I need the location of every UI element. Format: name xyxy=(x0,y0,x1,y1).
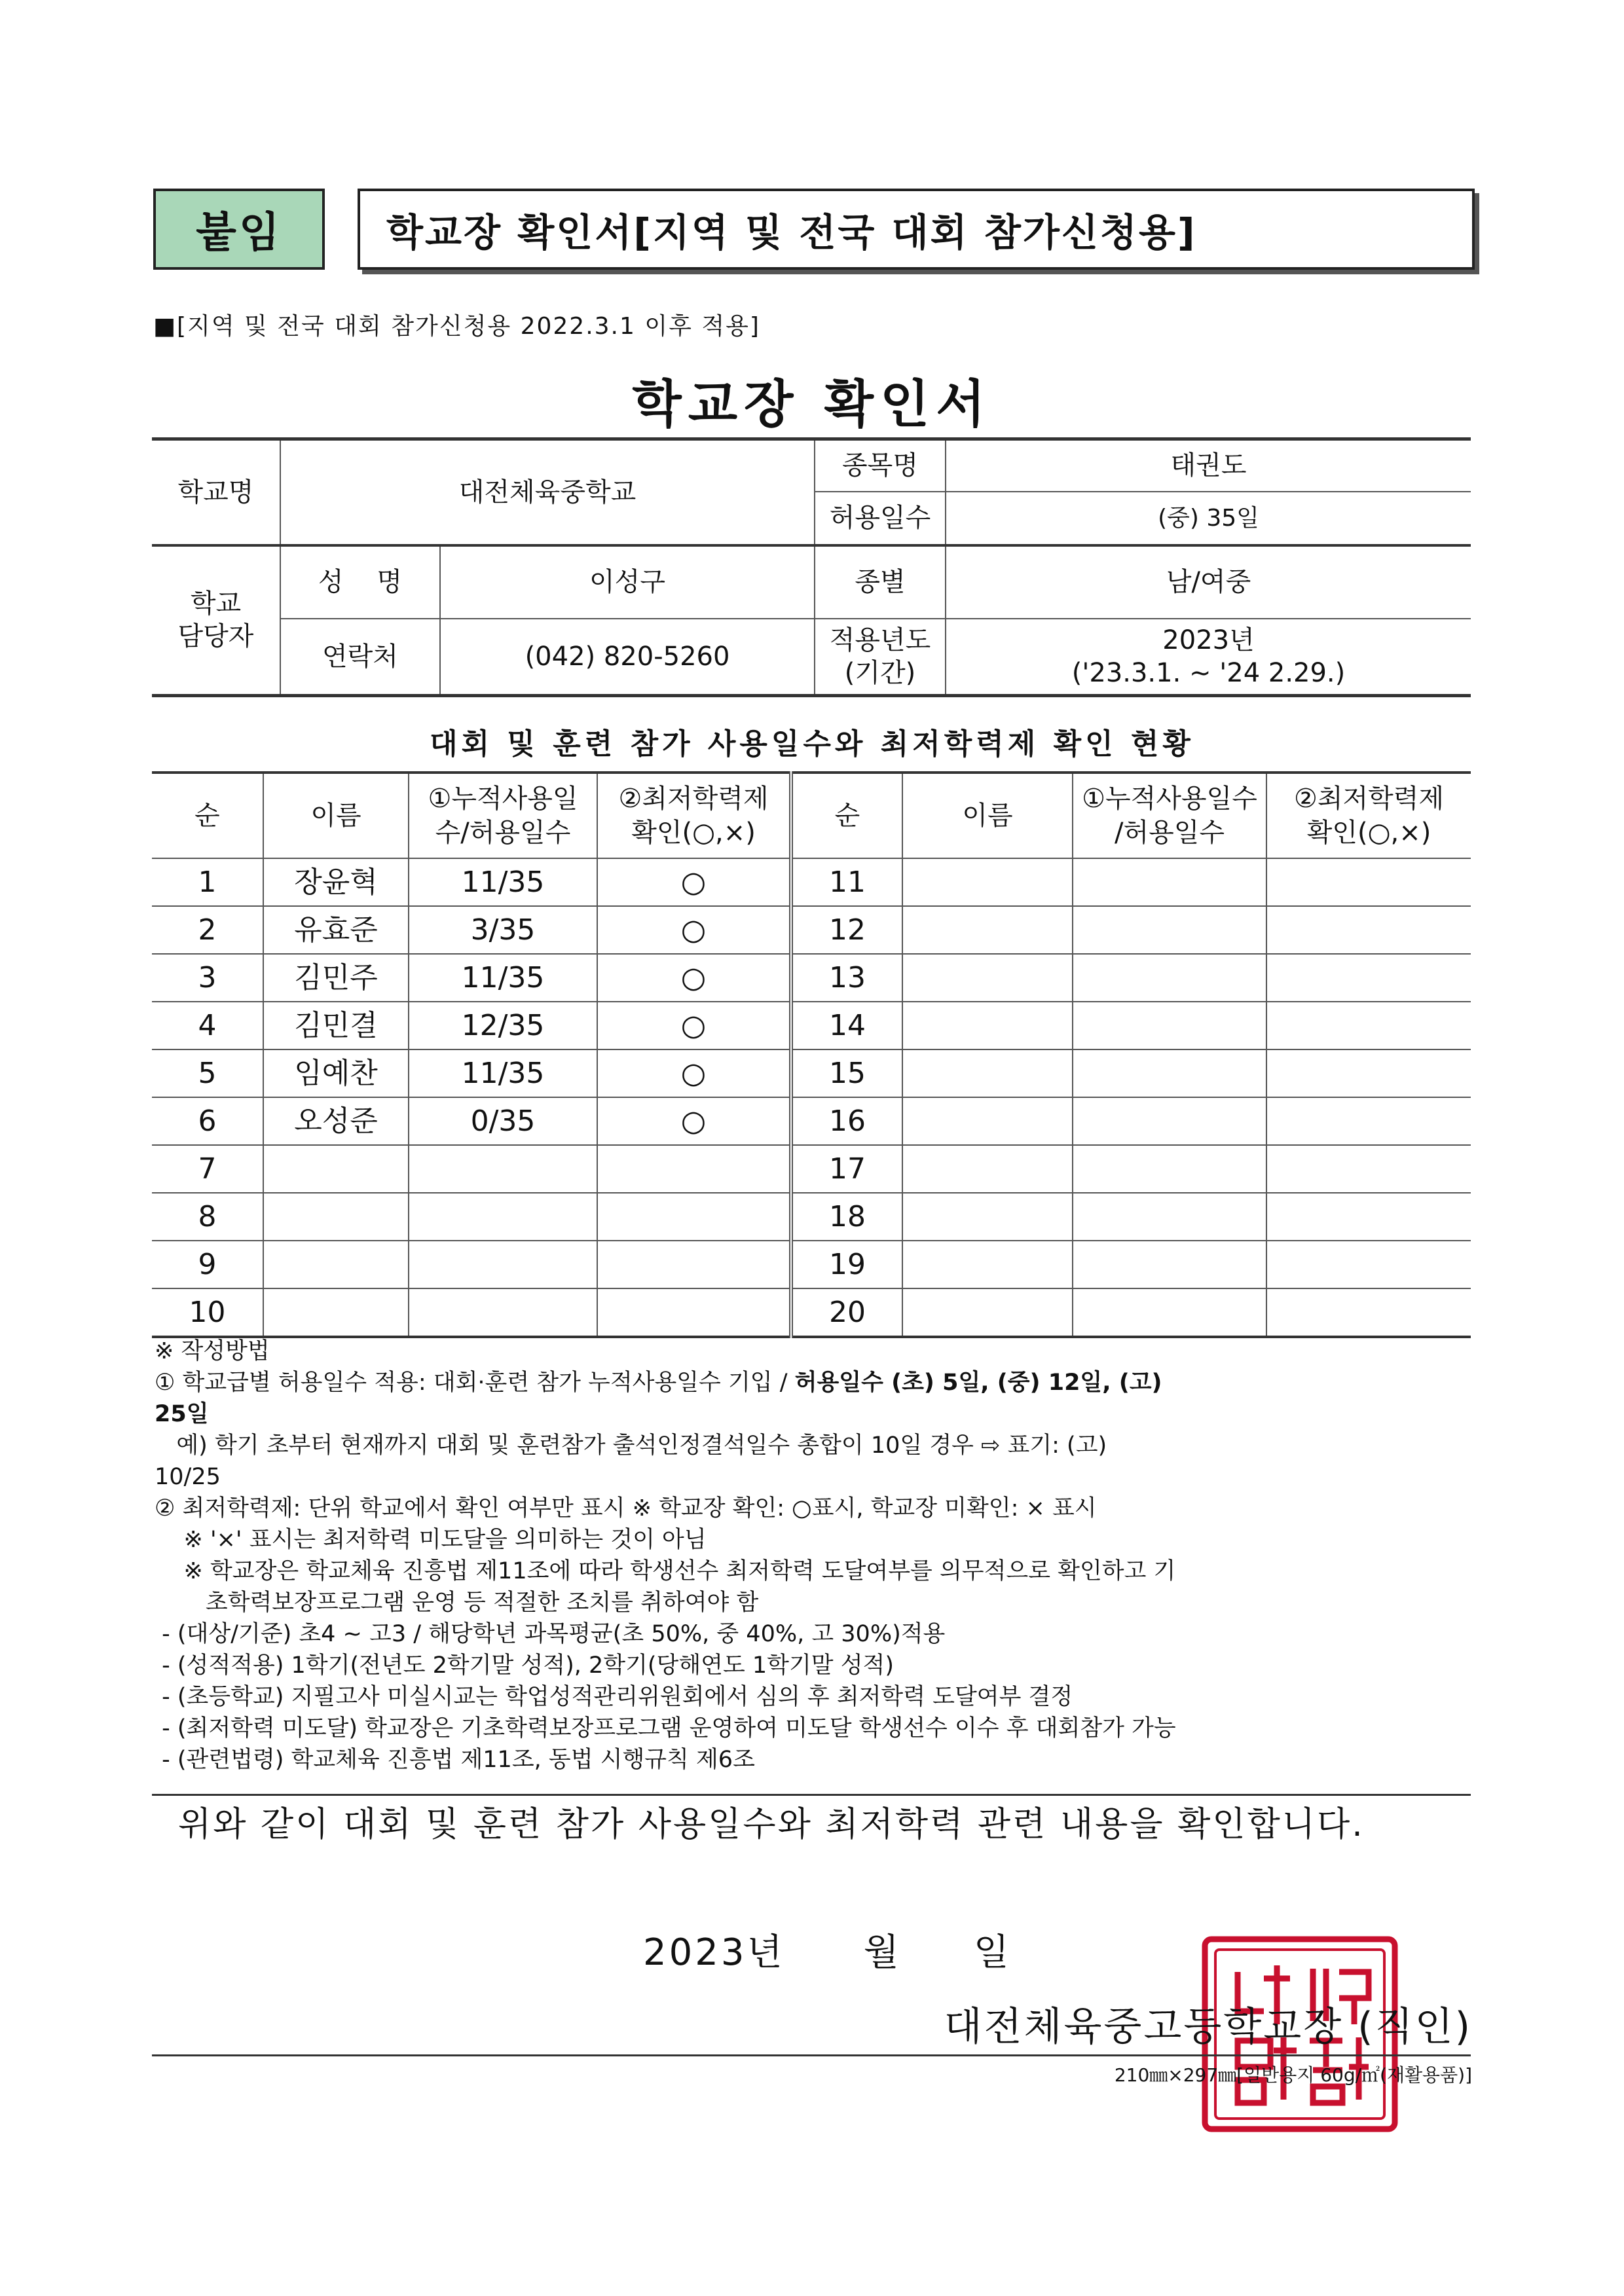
gender-label: 종별 xyxy=(815,545,946,619)
row-name: 오성준 xyxy=(263,1097,409,1145)
row-no: 9 xyxy=(152,1241,263,1288)
row-no: 1 xyxy=(152,858,263,906)
note-8: - (초등학교) 지필고사 미실시교는 학업성적관리위원회에서 심의 후 최저학력 도달여부 결정 xyxy=(155,1684,1073,1710)
table-row xyxy=(152,906,1471,954)
row-check: ○ xyxy=(597,858,791,906)
row-no-right: 18 xyxy=(791,1193,902,1241)
row-days: 3/35 xyxy=(409,906,597,954)
table-row xyxy=(152,1288,1471,1337)
allowed-days-label: 허용일수 xyxy=(815,492,946,545)
note-3: ② 최저학력제: 단위 학교에서 확인 여부만 표시 ※ 학교장 확인: ○표시, 학교장 미확인: × 표시 xyxy=(155,1495,1097,1522)
period-value xyxy=(946,619,1471,696)
row-check-right xyxy=(1266,1049,1471,1097)
period-label: 적용년도 (기간) xyxy=(815,619,946,696)
col-name-right: 이름 xyxy=(902,773,1073,858)
col-no-right: 순 xyxy=(791,773,902,858)
col-days: ①누적사용일 수/허용일수 xyxy=(409,773,597,858)
row-name: 임예찬 xyxy=(263,1049,409,1097)
row-name-right xyxy=(902,858,1073,906)
col-name: 이름 xyxy=(263,773,409,858)
period-range: ('23.3.1. ~ '24 2.29.) xyxy=(1071,657,1346,688)
row-days: 11/35 xyxy=(409,954,597,1002)
row-no: 6 xyxy=(152,1097,263,1145)
note-2: 예) 학기 초부터 현재까지 대회 및 훈련참가 출석인정결석일수 총합이 10일 경우 ⇨ 표기: (고) xyxy=(155,1432,1107,1459)
row-no: 7 xyxy=(152,1145,263,1193)
row-check xyxy=(597,1193,791,1241)
note-1: ① 학교급별 허용일수 적용: 대회·훈련 참가 누적사용일수 기입 / 허용일수 (초) 5일, (중) 12일, (고) xyxy=(155,1370,1162,1396)
row-check-right xyxy=(1266,954,1471,1002)
row-name xyxy=(263,1193,409,1241)
note-10: - (관련법령) 학교체육 진흥법 제11조, 동법 시행규칙 제6조 xyxy=(155,1747,755,1773)
row-check: ○ xyxy=(597,906,791,954)
row-no: 4 xyxy=(152,1002,263,1049)
row-name-right xyxy=(902,1241,1073,1288)
table-row xyxy=(152,1097,1471,1145)
row-name: 김민결 xyxy=(263,1002,409,1049)
row-check-right xyxy=(1266,1241,1471,1288)
sport-value: 태권도 xyxy=(946,439,1471,492)
row-name-right xyxy=(902,1097,1073,1145)
row-no-right: 15 xyxy=(791,1049,902,1097)
row-days-right xyxy=(1073,954,1266,1002)
note-9: - (최저학력 미도달) 학교장은 기초학력보장프로그램 운영하여 미도달 학생선수 이수 후 대회참가 가능 xyxy=(155,1715,1176,1741)
row-days-right xyxy=(1073,1097,1266,1145)
row-name: 유효준 xyxy=(263,906,409,954)
date-year: 2023년 xyxy=(643,1931,785,1974)
row-name-right xyxy=(902,906,1073,954)
row-days-right xyxy=(1073,1193,1266,1241)
row-no-right: 12 xyxy=(791,906,902,954)
col-check-right: ②최저학력제 확인(○,×) xyxy=(1266,773,1471,858)
row-name-right xyxy=(902,1002,1073,1049)
row-check-right xyxy=(1266,1002,1471,1049)
allowed-days-value: (중) 35일 xyxy=(946,492,1471,545)
row-check xyxy=(597,1241,791,1288)
contact-label: 연락처 xyxy=(280,619,440,696)
principal-signature: 대전체육중고등학교장 (직인) xyxy=(944,2004,1472,2050)
date-day: 일 xyxy=(973,1931,1012,1974)
table-row xyxy=(152,1145,1471,1193)
row-no-right: 13 xyxy=(791,954,902,1002)
row-days: 0/35 xyxy=(409,1097,597,1145)
table-row xyxy=(152,1049,1471,1097)
row-no: 2 xyxy=(152,906,263,954)
table-header-row xyxy=(152,773,1471,858)
col-days-right: ①누적사용일수 /허용일수 xyxy=(1073,773,1266,858)
school-name-label: 학교명 xyxy=(152,439,280,545)
row-check-right xyxy=(1266,1288,1471,1337)
note-6: - (대상/기준) 초4 ~ 고3 / 해당학년 과목평균(초 50%, 중 40%, 고 30%)적용 xyxy=(155,1621,946,1647)
attachment-tag: 붙임 xyxy=(153,189,325,270)
row-days xyxy=(409,1145,597,1193)
bottom-divider xyxy=(152,2054,1471,2056)
row-no-right: 14 xyxy=(791,1002,902,1049)
note-5-cont: 초학력보장프로그램 운영 등 적절한 조치를 취하여야 함 xyxy=(155,1590,759,1616)
person-name-label: 성 명 xyxy=(280,545,440,619)
row-check-right xyxy=(1266,1097,1471,1145)
person-name-value: 이성구 xyxy=(440,545,815,619)
row-no: 5 xyxy=(152,1049,263,1097)
note-4: ※ '×' 표시는 최저학력 미도달을 의미하는 것이 아님 xyxy=(155,1527,707,1553)
row-name xyxy=(263,1145,409,1193)
row-no-right: 19 xyxy=(791,1241,902,1288)
row-days: 11/35 xyxy=(409,858,597,906)
table-row xyxy=(152,858,1471,906)
row-no-right: 20 xyxy=(791,1288,902,1337)
row-days-right xyxy=(1073,1288,1266,1337)
attachment-title: 학교장 확인서[지역 및 전국 대회 참가신청용] xyxy=(358,189,1475,270)
row-check-right xyxy=(1266,858,1471,906)
info-table xyxy=(152,437,1471,697)
row-name: 김민주 xyxy=(263,954,409,1002)
table-row xyxy=(152,1241,1471,1288)
confirm-divider xyxy=(152,1794,1471,1796)
row-days: 12/35 xyxy=(409,1002,597,1049)
table-row xyxy=(152,954,1471,1002)
row-check-right xyxy=(1266,1145,1471,1193)
col-check: ②최저학력제 확인(○,×) xyxy=(597,773,791,858)
row-name-right xyxy=(902,1049,1073,1097)
row-name-right xyxy=(902,1145,1073,1193)
paper-spec: 210㎜×297㎜[일반용지 60g/㎡(재활용품)] xyxy=(1114,2064,1472,2086)
row-days xyxy=(409,1288,597,1337)
note-2-cont: 10/25 xyxy=(155,1464,221,1490)
row-days-right xyxy=(1073,1002,1266,1049)
gender-value: 남/여중 xyxy=(946,545,1471,619)
row-days-right xyxy=(1073,1241,1266,1288)
row-check-right xyxy=(1266,1193,1471,1241)
note-5: ※ 학교장은 학교체육 진흥법 제11조에 따라 학생선수 최저학력 도달여부를 의무적으로 확인하고 기 xyxy=(155,1558,1176,1584)
instructions xyxy=(155,1336,1471,1776)
row-check: ○ xyxy=(597,1002,791,1049)
manager-label: 학교 담당자 xyxy=(152,545,280,696)
contact-value: (042) 820-5260 xyxy=(440,619,815,696)
row-check xyxy=(597,1145,791,1193)
sport-label: 종목명 xyxy=(815,439,946,492)
row-no-right: 11 xyxy=(791,858,902,906)
row-name: 장윤혁 xyxy=(263,858,409,906)
table-row xyxy=(152,1193,1471,1241)
row-days xyxy=(409,1193,597,1241)
row-check: ○ xyxy=(597,1097,791,1145)
row-days-right xyxy=(1073,1145,1266,1193)
row-name-right xyxy=(902,954,1073,1002)
row-no-right: 17 xyxy=(791,1145,902,1193)
note-1-cont: 25일 xyxy=(155,1401,209,1427)
col-no: 순 xyxy=(152,773,263,858)
row-days: 11/35 xyxy=(409,1049,597,1097)
school-name-value: 대전체육중학교 xyxy=(280,439,815,545)
confirmation-text: 위와 같이 대회 및 훈련 참가 사용일수와 최저학력 관련 내용을 확인합니다. xyxy=(178,1805,1365,1844)
row-no-right: 16 xyxy=(791,1097,902,1145)
date-line xyxy=(643,1923,1012,1976)
document-title: 학교장 확인서 xyxy=(632,375,992,434)
row-check: ○ xyxy=(597,1049,791,1097)
row-days xyxy=(409,1241,597,1288)
row-name-right xyxy=(902,1288,1073,1337)
status-table xyxy=(152,771,1471,1338)
row-no: 3 xyxy=(152,954,263,1002)
row-days-right xyxy=(1073,906,1266,954)
row-no: 10 xyxy=(152,1288,263,1337)
row-check-right xyxy=(1266,906,1471,954)
period-year: 2023년 xyxy=(1162,625,1255,655)
row-days-right xyxy=(1073,1049,1266,1097)
notes-heading: ※ 작성방법 xyxy=(155,1338,270,1364)
table-row xyxy=(152,1002,1471,1049)
note-7: - (성적적용) 1학기(전년도 2학기말 성적), 2학기(당해연도 1학기말 성적) xyxy=(155,1652,895,1679)
row-name-right xyxy=(902,1193,1073,1241)
section-title: 대회 및 훈련 참가 사용일수와 최저학력제 확인 현황 xyxy=(430,727,1194,761)
row-days-right xyxy=(1073,858,1266,906)
date-month: 월 xyxy=(863,1931,902,1974)
row-name xyxy=(263,1288,409,1337)
row-check: ○ xyxy=(597,954,791,1002)
row-no: 8 xyxy=(152,1193,263,1241)
row-check xyxy=(597,1288,791,1337)
scope-note: ■[지역 및 전국 대회 참가신청용 2022.3.1 이후 적용] xyxy=(153,313,760,340)
row-name xyxy=(263,1241,409,1288)
